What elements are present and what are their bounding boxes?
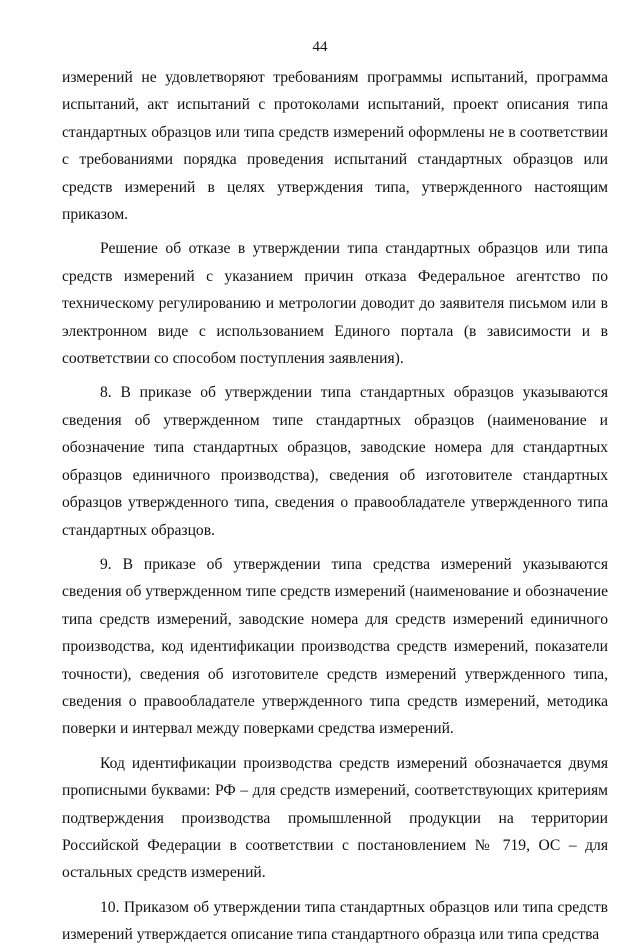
- paragraph-item-9: 9. В приказе об утверждении типа средства измерений указываются сведения об утвержденном типе средств измерений (наименование и обозначение типа средств измерений, заводские номера для средств измерений единичного производства, код идентификации производства средств измерений, показатели точности), сведения об изготовителе средств измерений утвержденного типа, сведения о правообладателе утвержденного типа средств измерений, методика поверки и интервал между поверками средства измерений.: [62, 555, 608, 738]
- paragraph-identification-code: Код идентификации производства средств измерений обозначается двумя прописными буквами: РФ – для средств измерений, соответствующих критериям подтверждения производства промышленной продукции на территории Российской Федерации в соответствии с постановлением № 719, ОС – для остальных средств измерений.: [62, 754, 608, 882]
- paragraph-item-10: 10. Приказом об утверждении типа стандартных образцов или типа средств измерений утверждается описание типа стандартного образца или типа средства: [62, 898, 608, 944]
- page-number: 44: [312, 39, 328, 55]
- paragraph-item-8: 8. В приказе об утверждении типа стандартных образцов указываются сведения об утвержденном типе стандартных образцов (наименование и обозначение типа стандартных образцов, заводские номера для стандартных образцов единичного производства), сведения об изготовителе стандартных образцов утвержденного типа, сведения о правообладателе утвержденного типа стандартных образцов.: [62, 384, 608, 539]
- paragraph-continuation: измерений не удовлетворяют требованиям программы испытаний, программа испытаний, акт испытаний с протоколами испытаний, проект описания типа стандартных образцов или типа средств измерений оформлены не в соответствии с требованиями порядка проведения испытаний стандартных образцов или средств измерений в целях утверждения типа, утвержденного настоящим приказом.: [62, 69, 608, 224]
- document-body: [62, 64, 608, 949]
- paragraph-refusal-decision: Решение об отказе в утверждении типа стандартных образцов или типа средств измерений с указанием причин отказа Федеральное агентство по техническому регулированию и метрологии доводит до заявителя письмом или в электронном виде с использованием Единого портала (в зависимости и в соответствии со способом поступления заявления).: [62, 240, 608, 368]
